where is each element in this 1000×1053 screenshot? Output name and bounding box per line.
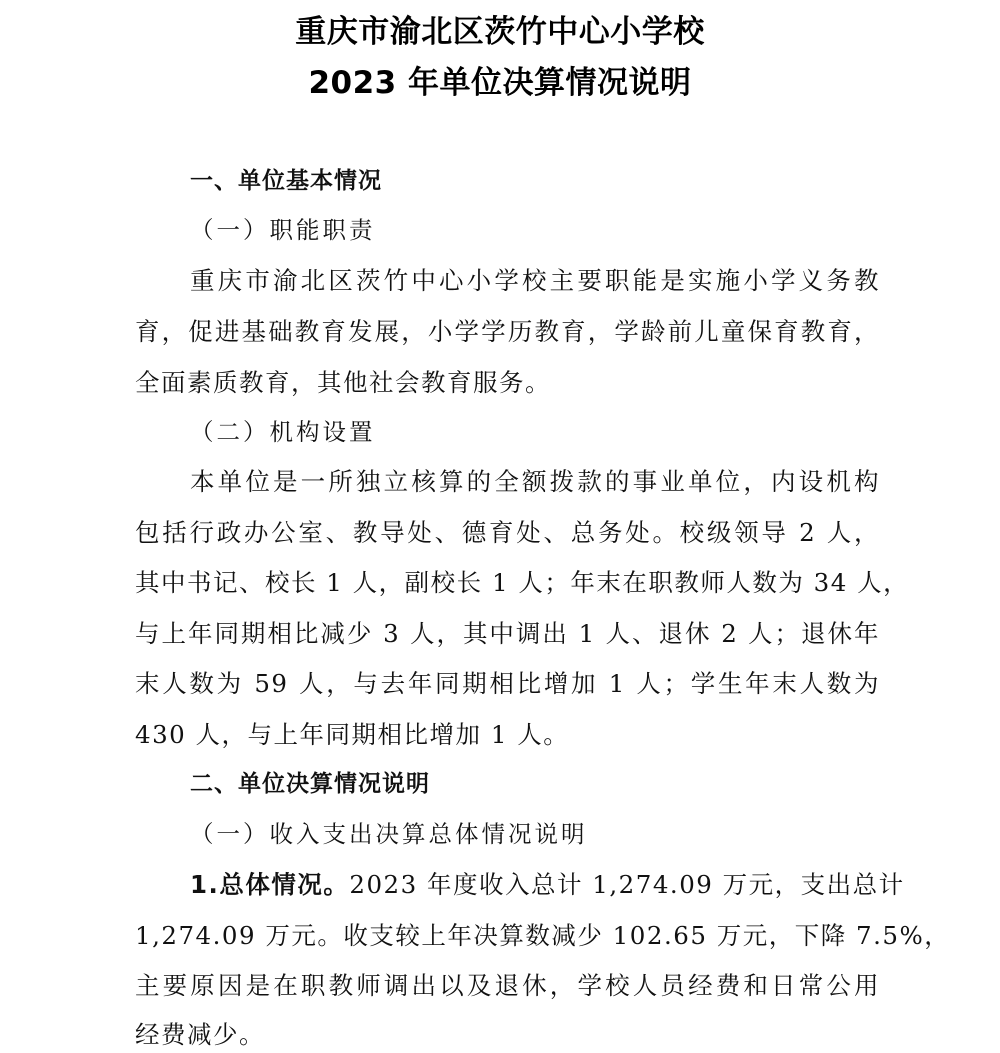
paragraph-line: 430 人，与上年同期相比增加 1 人。 xyxy=(135,720,570,749)
document-title-line2: 2023 年单位决算情况说明 xyxy=(308,65,692,101)
document-title-line1: 重庆市渝北区茨竹中心小学校 xyxy=(295,14,705,50)
section2-heading: 二、单位决算情况说明 xyxy=(190,771,430,797)
section1-sub2-heading: （二）机构设置 xyxy=(190,418,376,446)
section1-heading: 一、单位基本情况 xyxy=(190,168,382,194)
section2-sub1-heading: （一）收入支出决算总体情况说明 xyxy=(190,820,588,848)
paragraph-line: 1,274.09 万元。收支较上年决算数减少 102.65 万元，下降 7.5%， xyxy=(135,921,951,950)
paragraph-line: 与上年同期相比减少 3 人，其中调出 1 人、退休 2 人；退休年 xyxy=(135,619,880,648)
paragraph-line: 经费减少。 xyxy=(135,1020,265,1049)
paragraph-line: 末人数为 59 人，与去年同期相比增加 1 人；学生年末人数为 xyxy=(135,669,880,698)
paragraph-line: 本单位是一所独立核算的全额拨款的事业单位，内设机构 xyxy=(190,467,880,496)
section1-sub1-heading: （一）职能职责 xyxy=(190,216,376,244)
paragraph-lead: 1.总体情况。 xyxy=(190,870,350,899)
paragraph-line: 重庆市渝北区茨竹中心小学校主要职能是实施小学义务教 xyxy=(190,266,880,295)
paragraph-line: 育，促进基础教育发展，小学学历教育，学龄前儿童保育教育， xyxy=(135,317,880,346)
paragraph-line: 包括行政办公室、教导处、德育处、总务处。校级领导 2 人， xyxy=(135,518,880,547)
paragraph-line xyxy=(190,870,905,900)
paragraph-line: 其中书记、校长 1 人，副校长 1 人；年末在职教师人数为 34 人， xyxy=(135,568,910,597)
paragraph-line: 主要原因是在职教师调出以及退休，学校人员经费和日常公用 xyxy=(135,971,880,1000)
paragraph-text: 2023 年度收入总计 1,274.09 万元，支出总计 xyxy=(349,870,905,899)
paragraph-line: 全面素质教育，其他社会教育服务。 xyxy=(135,368,551,397)
